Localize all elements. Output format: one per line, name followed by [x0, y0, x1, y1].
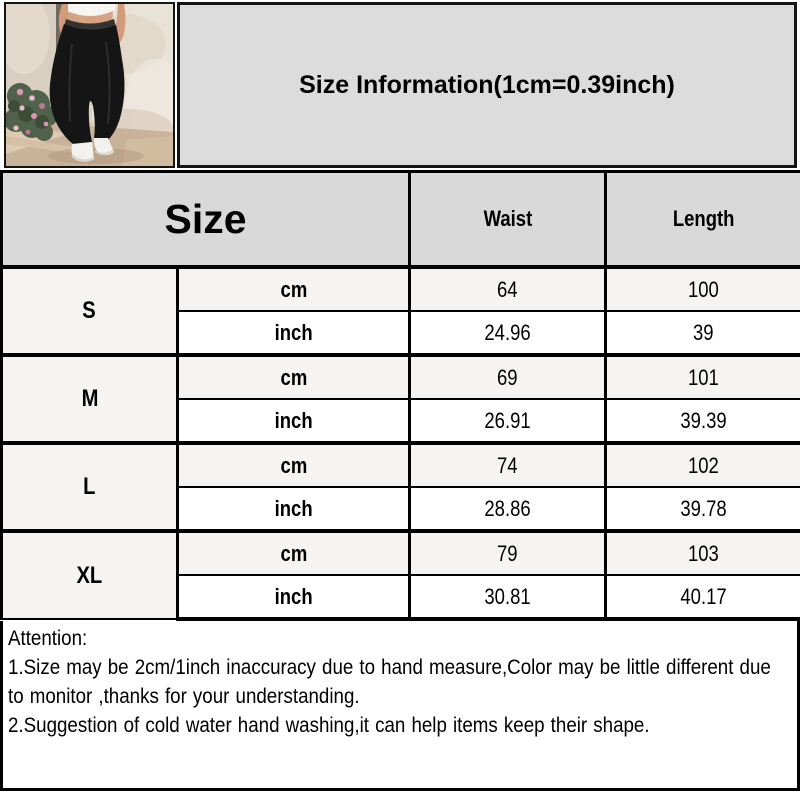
- value-m-cm-waist: [410, 355, 606, 399]
- value-l-cm-waist: [410, 443, 606, 487]
- value-text: 79: [497, 540, 518, 566]
- value-s-cm-length: [606, 267, 800, 311]
- attention-heading: Attention:: [8, 627, 88, 650]
- size-label-l-text: L: [83, 473, 96, 500]
- unit-cell-inch: [178, 487, 410, 531]
- size-label-m-text: M: [81, 385, 98, 412]
- unit-inch-text: inch: [274, 407, 313, 433]
- value-text: 69: [497, 364, 518, 390]
- value-l-inch-waist: [410, 487, 606, 531]
- value-text: 39: [693, 319, 714, 345]
- value-m-inch-length: [606, 399, 800, 443]
- page-title: Size Information(1cm=0.39inch): [299, 70, 675, 99]
- value-text: 74: [497, 452, 518, 478]
- value-text: 101: [688, 364, 719, 390]
- product-photo-image: [6, 4, 173, 166]
- size-label-xl: [2, 531, 178, 619]
- table-row-l-cm: [2, 443, 800, 487]
- unit-cell-inch: [178, 311, 410, 355]
- top-section: [0, 0, 800, 168]
- value-l-cm-length: [606, 443, 800, 487]
- table-row-s-cm: [2, 267, 800, 311]
- header-waist: [410, 172, 606, 268]
- value-s-cm-waist: [410, 267, 606, 311]
- product-photo: [4, 2, 175, 168]
- value-xl-cm-waist: [410, 531, 606, 575]
- header-length-label: Length: [672, 206, 735, 231]
- header-length: [606, 172, 800, 268]
- value-xl-inch-length: [606, 575, 800, 619]
- value-text: 102: [688, 452, 719, 478]
- value-text: 103: [688, 540, 719, 566]
- unit-cell-cm: [178, 531, 410, 575]
- value-l-inch-length: [606, 487, 800, 531]
- value-text: 30.81: [484, 583, 531, 609]
- unit-inch-text: inch: [274, 583, 313, 609]
- table-row-xl-cm: [2, 531, 800, 575]
- value-text: 100: [688, 276, 719, 302]
- size-label-l: [2, 443, 178, 531]
- value-text: 40.17: [680, 583, 727, 609]
- unit-cell-inch: [178, 399, 410, 443]
- unit-cell-cm: [178, 443, 410, 487]
- value-text: 26.91: [484, 407, 531, 433]
- unit-cm-text: cm: [280, 540, 307, 566]
- unit-inch-text: inch: [274, 319, 313, 345]
- value-xl-cm-length: [606, 531, 800, 575]
- unit-cell-cm: [178, 267, 410, 311]
- size-label-s-text: S: [82, 297, 97, 324]
- attention-note-1: 1.Size may be 2cm/1inch inaccuracy due to hand measure,Color may be little different due to monitor ,thanks for your understanding.: [8, 656, 771, 708]
- table-header-row: [2, 172, 800, 268]
- size-table: [0, 170, 800, 621]
- unit-cm-text: cm: [280, 276, 307, 302]
- unit-cm-text: cm: [280, 364, 307, 390]
- value-m-cm-length: [606, 355, 800, 399]
- attention-text-block: [8, 624, 792, 740]
- value-text: 24.96: [484, 319, 531, 345]
- attention-note-2: 2.Suggestion of cold water hand washing,it can help items keep their shape.: [8, 714, 650, 737]
- unit-cm-text: cm: [280, 452, 307, 478]
- header-waist-label: Waist: [483, 206, 532, 231]
- attention-section: [0, 621, 800, 791]
- title-banner: [177, 2, 797, 168]
- unit-inch-text: inch: [274, 495, 313, 521]
- unit-cell-cm: [178, 355, 410, 399]
- value-xl-inch-waist: [410, 575, 606, 619]
- value-m-inch-waist: [410, 399, 606, 443]
- size-label-s: [2, 267, 178, 355]
- table-row-m-cm: [2, 355, 800, 399]
- value-text: 39.39: [680, 407, 727, 433]
- header-size: Size: [2, 172, 410, 268]
- size-label-xl-text: XL: [76, 561, 103, 589]
- value-text: 64: [497, 276, 518, 302]
- value-s-inch-length: [606, 311, 800, 355]
- unit-cell-inch: [178, 575, 410, 619]
- size-label-m: [2, 355, 178, 443]
- value-s-inch-waist: [410, 311, 606, 355]
- value-text: 28.86: [484, 495, 531, 521]
- value-text: 39.78: [680, 495, 727, 521]
